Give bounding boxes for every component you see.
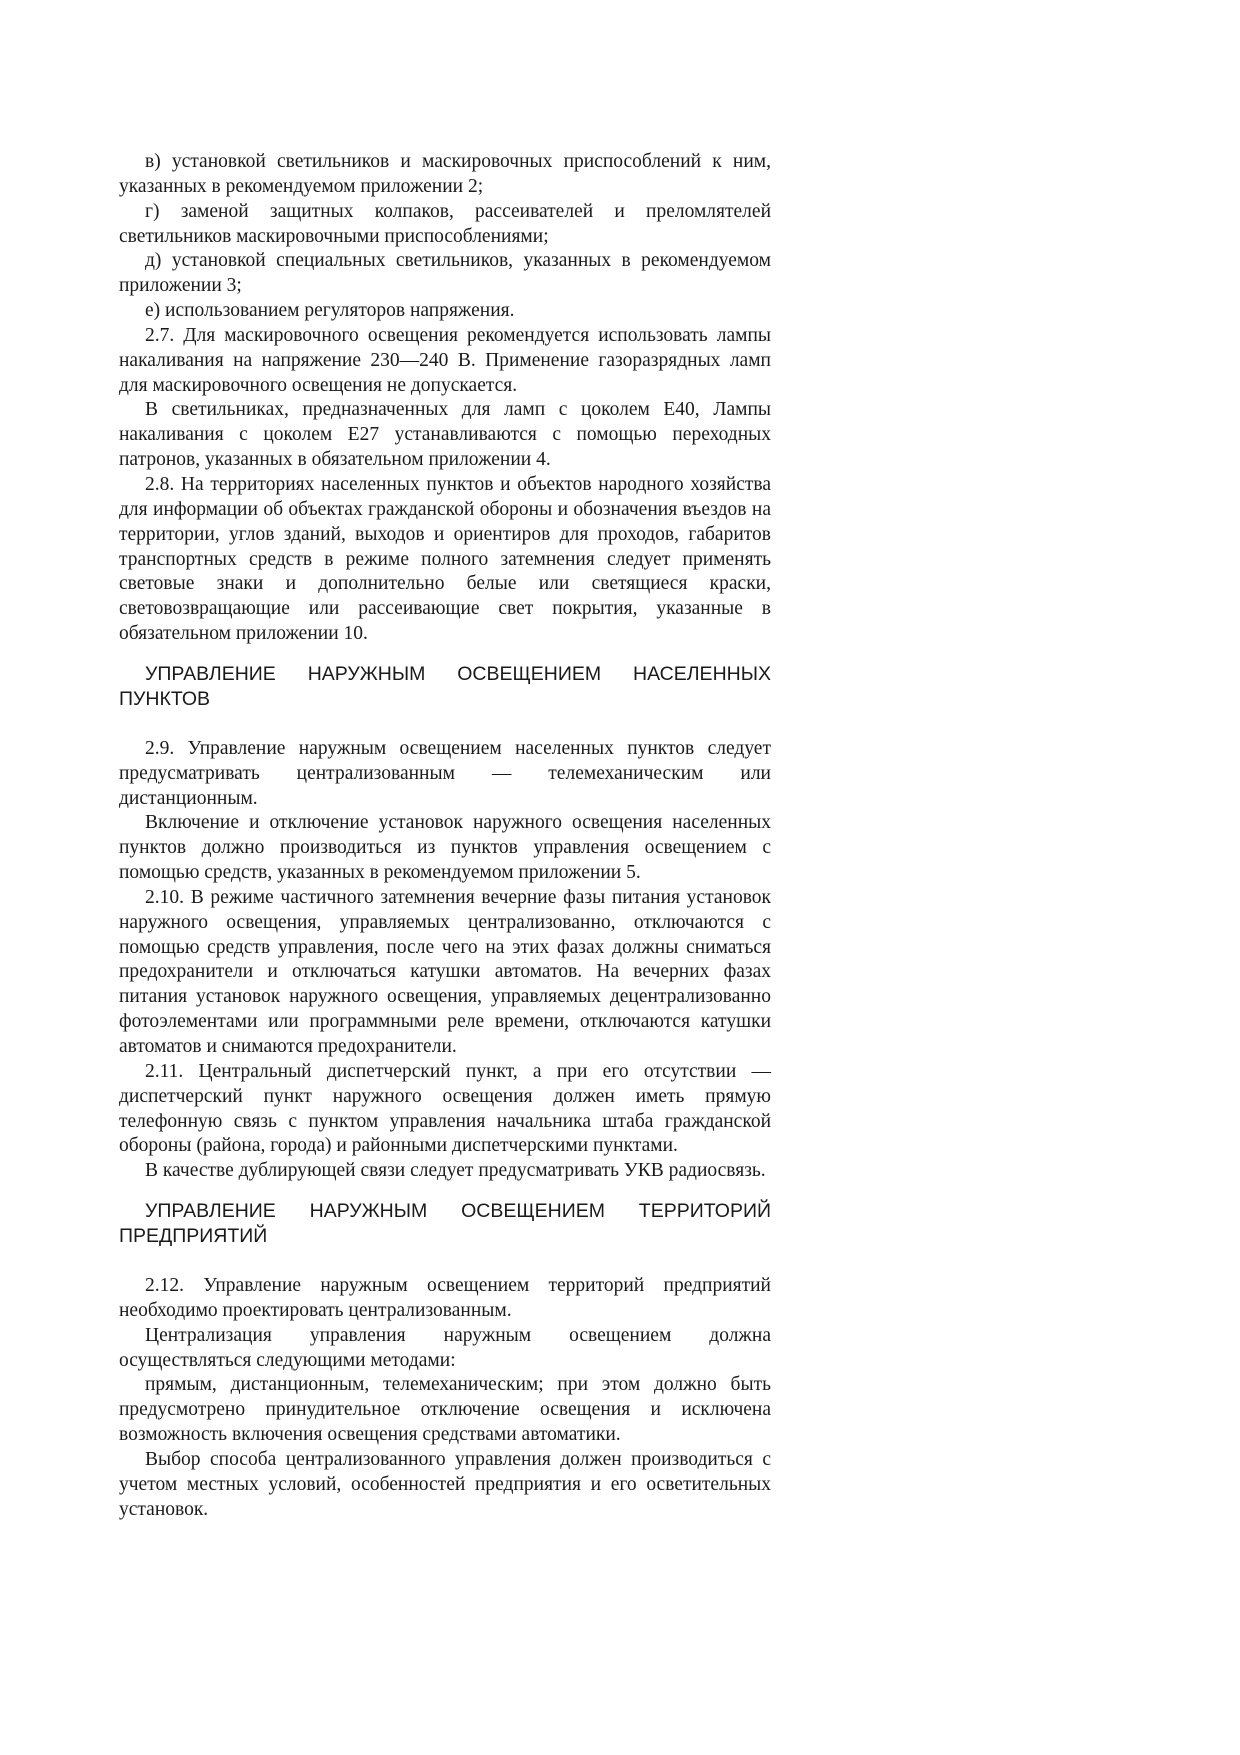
paragraph-2-9-switching: Включение и отключение установок наружного освещения населенных пунктов должно производиться из пунктов управления освещением с помощью средств, указанных в рекомендуемом приложении 5. [119,812,771,884]
spacer [119,712,771,737]
paragraph-2-12-methods: Централизация управления наружным освещением должна осуществляться следующими методами: [119,1324,771,1371]
paragraph-2-12-choice: Выбор способа централизованного управления должен производиться с учетом местных условий, особенностей предприятия и его осветительных установок. [119,1448,771,1520]
paragraph-2-9: 2.9. Управление наружным освещением населенных пунктов следует предусматривать централизованным — телемеханическим или дистанционным. [119,737,771,809]
document-page [119,150,771,1523]
paragraph-item-d: д) установкой специальных светильников, указанных в рекомендуемом приложении 3; [119,250,771,297]
paragraph-item-v: в) установкой светильников и маскировочных приспособлений к ним, указанных в рекомендуемом приложении 2; [119,151,771,197]
section-heading-settlements: УПРАВЛЕНИЕ НАРУЖНЫМ ОСВЕЩЕНИЕМ НАСЕЛЕННЫХ ПУНКТОВ [119,662,771,710]
paragraph-2-12-direct: прямым, дистанционным, телемеханическим; при этом должно быть предусмотрено принудительное отключение освещения и исключена возможность включения освещения средствами автоматики. [119,1374,771,1446]
paragraph-2-11-backup: В качестве дублирующей связи следует предусматривать УКВ радиосвязь. [145,1160,766,1182]
spacer [119,1249,771,1274]
paragraph-2-7: 2.7. Для маскировочного освещения рекомендуется использовать лампы накаливания на напряжение 230—240 В. Применение газоразрядных ламп для маскировочного освещения не допускается. [119,324,771,396]
paragraph-item-e: е) использованием регуляторов напряжения. [145,300,515,322]
paragraph-2-7-lamps: В светильниках, предназначенных для ламп с цоколем Е40, Лампы накаливания с цоколем Е27 устанавливаются с помощью переходных патронов, указанных в обязательном приложении 4. [119,399,771,471]
spacer [119,1184,771,1199]
section-heading-enterprises: УПРАВЛЕНИЕ НАРУЖНЫМ ОСВЕЩЕНИЕМ ТЕРРИТОРИЙ ПРЕДПРИЯТИЙ [119,1200,771,1248]
paragraph-2-8: 2.8. На территориях населенных пунктов и объектов народного хозяйства для информации об объектах гражданской обороны и обозначения въездов на территории, углов зданий, выходов и ориентиров для проходов, габаритов транспортных средств в режиме полного затемнения следует применять световые знаки и дополнительно белые или светящиеся краски, световозвращающие или рассеивающие свет покрытия, указанные в обязательном приложении 10. [119,473,771,645]
spacer [119,647,771,662]
paragraph-item-g: г) заменой защитных колпаков, рассеивателей и преломлятелей светильников маскировочными приспособлениями; [119,200,771,247]
paragraph-2-10: 2.10. В режиме частичного затемнения вечерние фазы питания установок наружного освещения, управляемых централизованно, отключаются с помощью средств управления, после чего на этих фазах должны сниматься предохранители и отключаться катушки автоматов. На вечерних фазах питания установок наружного освещения, управляемых децентрализованно фотоэлементами или программными реле времени, отключаются катушки автоматов и снимаются предохранители. [119,886,771,1057]
paragraph-2-12: 2.12. Управление наружным освещением территорий предприятий необходимо проектировать централизованным. [119,1275,771,1321]
paragraph-2-11: 2.11. Центральный диспетчерский пункт, а при его отсутствии — диспетчерский пункт наружного освещения должен иметь прямую телефонную связь с пунктом управления начальника штаба гражданской обороны (района, города) и районными диспетчерскими пунктами. [119,1060,771,1157]
